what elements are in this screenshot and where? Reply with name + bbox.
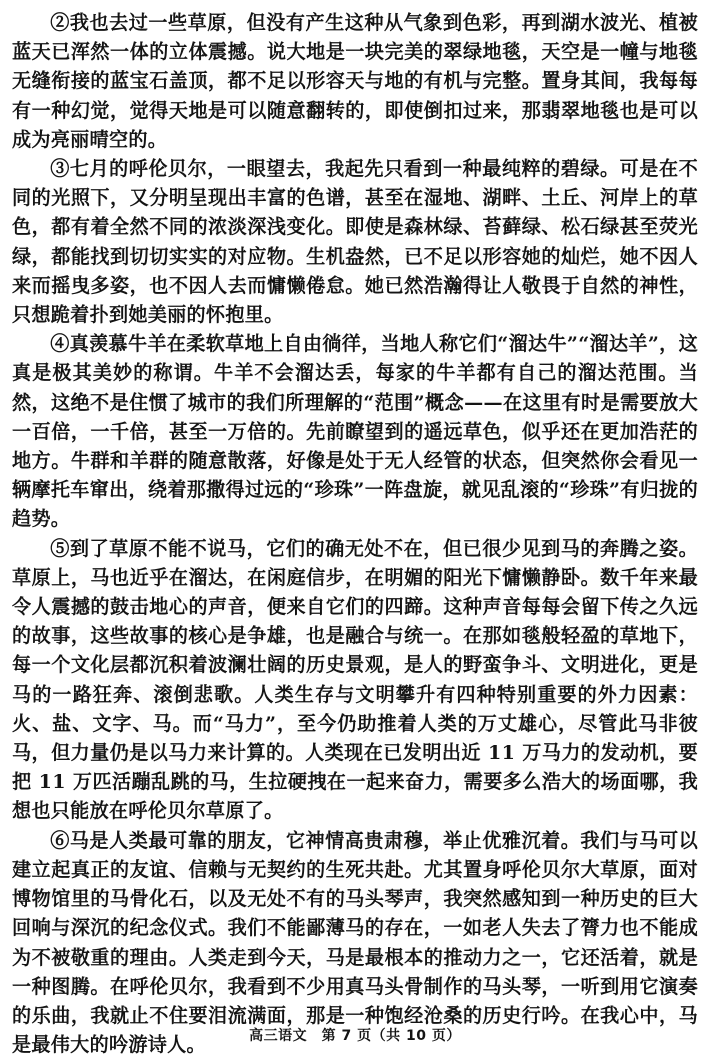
paragraph-text: 真羡慕牛羊在柔软草地上自由徜徉，当地人称它们“溜达牛”“溜达羊”，这真是极其美妙的称谓。牛羊不会溜达丢，每家的牛羊都有自己的溜达范围。当然，这绝不是住惯了城市的我们所理解的“范围”概念——在这里有时是需要放大一百倍，一千倍，甚至一万倍的。先前瞭望到的遥远草色，似乎还在更加浩茫的地方。牛群和羊群的随意散落，好像是处于无人经管的状态，但突然你会看见一辆摩托车窜出，绕着那撒得过远的“珍珠”一阵盘旋，就见乱滚的“珍珠”有归拢的趋势。	[12, 332, 698, 531]
paragraph-text: 我也去过一些草原，但没有产生这种从气象到色彩，再到湖水波光、植被蓝天已浑然一体的立体震撼。说大地是一块完美的翠绿地毯，天空是一幢与地毯无缝衔接的蓝宝石盖顶，都不足以形容天与地的有机与完整。置身其间，我每每有一种幻觉，觉得天地是可以随意翻转的，即使倒扣过来，那翡翠地毯也是可以成为亮丽晴空的。	[12, 11, 698, 151]
paragraph-text: 七月的呼伦贝尔，一眼望去，我起先只看到一种最纯粹的碧绿。可是在不同的光照下，又分明呈现出丰富的色谱，甚至在湿地、湖畔、土丘、河岸上的草色，都有着全然不同的浓淡深浅变化。即使是森林绿、苔藓绿、松石绿甚至荧光绿，都能找到切切实实的对应物。生机盎然，已不足以形容她的灿烂，她不因人来而摇曳多姿，也不因人去而慵懒倦怠。她已然浩瀚得让人敬畏于自然的神性，只想跪着扑到她美丽的怀抱里。	[12, 157, 698, 327]
paragraph-number: ④	[50, 332, 70, 356]
document-page	[12, 8, 698, 1059]
paragraph-4	[12, 329, 698, 533]
page-footer: 高三语文 第 7 页（共 10 页）	[249, 1028, 461, 1044]
paragraph-5	[12, 534, 698, 826]
paragraph-number: ②	[50, 11, 70, 34]
paragraph-number: ⑤	[50, 536, 70, 560]
paragraph-number: ③	[50, 157, 70, 181]
paragraph-2	[12, 8, 698, 154]
paragraph-number: ⑥	[50, 828, 70, 852]
paragraph-text: 到了草原不能不说马，它们的确无处不在，但已很少见到马的奔腾之姿。草原上，马也近乎在溜达，在闲庭信步，在明媚的阳光下慵懒静卧。数千年来最令人震撼的鼓击地心的声音，便来自它们的四蹄。这种声音每每会留下传之久远的故事，这些故事的核心是争雄，也是融合与统一。在那如毯般轻盈的草地下，每一个文化层都沉积着波澜壮阔的历史景观，是人的野蛮争斗、文明进化，更是马的一路狂奔、滚倒悲歌。人类生存与文明攀升有四种特别重要的外力因素：火、盐、文字、马。而“马力”，至今仍助推着人类的万丈雄心，尽管此马非彼马，但力量仍是以马力来计算的。人类现在已发明出近 11 万马力的发动机，要把 11 万匹活蹦乱跳的马，生拉硬拽在一起来奋力，需要多么浩大的场面哪，我想也只能放在呼伦贝尔草原了。	[12, 536, 698, 823]
paragraph-text: 马是人类最可靠的朋友，它神情高贵肃穆，举止优雅沉着。我们与马可以建立起真正的友谊、信赖与无契约的生死共赴。尤其置身呼伦贝尔大草原，面对博物馆里的马骨化石，以及无处不有的马头琴声，我突然感知到一种历史的巨大回响与深沉的纪念仪式。我们不能鄙薄马的存在，一如老人失去了膂力也不能成为不被敬重的理由。人类走到今天，马是最根本的推动力之一，它还活着，就是一种图腾。在呼伦贝尔，我看到不少用真马头骨制作的马头琴，一听到用它演奏的乐曲，我就止不住要泪流满面，那是一种饱经沧桑的历史行吟。在我心中，马是最伟大的吟游诗人。	[12, 828, 698, 1057]
paragraph-3	[12, 154, 698, 329]
